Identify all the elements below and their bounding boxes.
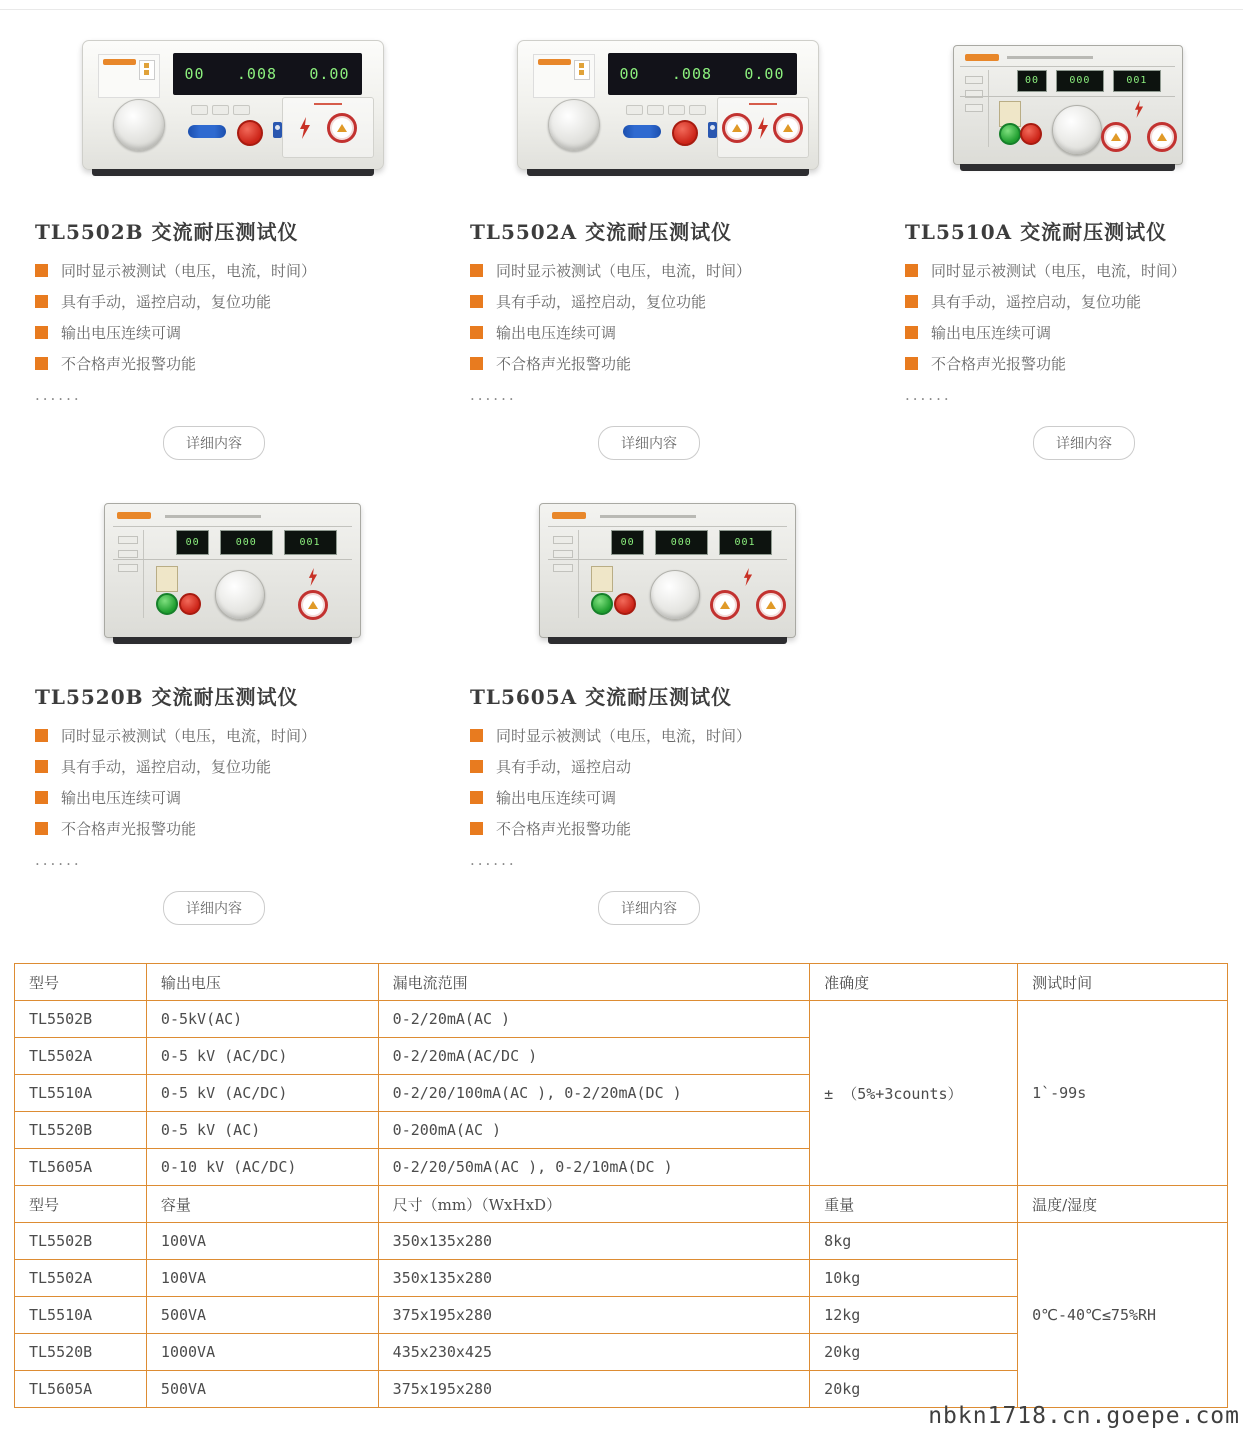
cell-leak-current: 0-2/20mA(AC/DC ) [378, 1038, 810, 1075]
cell-model: TL5502A [15, 1038, 147, 1075]
table-row [15, 1001, 1228, 1038]
cell-model: TL5520B [15, 1334, 147, 1371]
col-header-test-time: 测试时间 [1018, 964, 1228, 1001]
table-header-row [15, 964, 1228, 1001]
feature-item [470, 355, 865, 373]
dip-switch [574, 60, 590, 80]
start-button-graphic [591, 593, 613, 615]
feature-text: 同时显示被测试（电压，电流，时间） [931, 262, 1187, 280]
cell-capacity: 100VA [146, 1223, 378, 1260]
bullet-square-icon [35, 264, 48, 277]
cell-model: TL5520B [15, 1112, 147, 1149]
feature-item [470, 758, 865, 776]
led-window [176, 530, 209, 555]
display-time: 0.00 [309, 64, 350, 83]
table-header-row [15, 1186, 1228, 1223]
instrument-photo [539, 503, 796, 638]
bullet-square-icon [905, 357, 918, 370]
feature-item [905, 293, 1230, 311]
feature-item [470, 789, 865, 807]
hv-terminal-icon [722, 113, 752, 143]
led-window [1017, 70, 1046, 92]
bullet-square-icon [35, 729, 48, 742]
cell-output-voltage: 0-5 kV (AC/DC) [146, 1075, 378, 1112]
hv-terminal-icon [1101, 122, 1131, 152]
display-voltage: 00 [1024, 75, 1040, 87]
col-header-weight: 重量 [810, 1186, 1018, 1223]
ellipsis-text: ...... [905, 386, 952, 404]
cell-leak-current: 0-2/20/100mA(AC ), 0-2/20mA(DC ) [378, 1075, 810, 1112]
bullet-square-icon [470, 791, 483, 804]
cell-model: TL5502A [15, 1260, 147, 1297]
cell-output-voltage: 0-5 kV (AC/DC) [146, 1038, 378, 1075]
feature-item [905, 262, 1230, 280]
feature-item [35, 789, 430, 807]
feature-text: 输出电压连续可调 [61, 324, 182, 342]
feature-item [905, 324, 1230, 342]
feature-text: 同时显示被测试（电压，电流，时间） [496, 727, 752, 745]
feature-item [35, 820, 430, 838]
ellipsis-text: ...... [35, 851, 82, 869]
product-title: TL5502B 交流耐压测试仪 [35, 220, 299, 244]
function-keys [191, 105, 250, 115]
ellipsis-text: ...... [35, 386, 82, 404]
hv-output-zone [713, 565, 782, 624]
feature-text: 具有手动，遥控启动，复位功能 [931, 293, 1142, 311]
side-switch-column [960, 70, 988, 148]
feature-text: 输出电压连续可调 [61, 789, 182, 807]
feature-item [470, 262, 865, 280]
cell-capacity: 500VA [146, 1371, 378, 1408]
feature-item [470, 727, 865, 745]
cell-weight: 10kg [810, 1260, 1018, 1297]
panel-header [548, 509, 788, 527]
feature-list [35, 262, 430, 373]
cell-model: TL5605A [15, 1371, 147, 1408]
col-header-capacity: 容量 [146, 1186, 378, 1223]
cell-capacity: 1000VA [146, 1334, 378, 1371]
detail-button[interactable]: 详细内容 [598, 426, 700, 460]
display-current: .008 [671, 64, 713, 83]
led-window [1113, 70, 1161, 92]
start-button-graphic [623, 125, 661, 138]
toggle-switch [273, 122, 282, 138]
side-switch-column [113, 530, 145, 618]
voltage-knob [1052, 105, 1102, 155]
product-title: TL5520B 交流耐压测试仪 [35, 685, 299, 709]
product-image [470, 30, 865, 180]
cell-dimensions: 375x195x280 [378, 1297, 810, 1334]
voltage-knob [650, 570, 700, 620]
cell-leak-current: 0-200mA(AC ) [378, 1112, 810, 1149]
feature-item [35, 355, 430, 373]
brand-logo [538, 59, 571, 65]
feature-text: 具有手动，遥控启动 [496, 758, 632, 776]
display-voltage: 00 [184, 64, 205, 83]
cell-output-voltage: 0-10 kV (AC/DC) [146, 1149, 378, 1186]
start-button-graphic [188, 125, 226, 138]
feature-text: 同时显示被测试（电压，电流，时间） [496, 262, 752, 280]
brand-label [98, 54, 160, 98]
cell-leak-current: 0-2/20/50mA(AC ), 0-2/10mA(DC ) [378, 1149, 810, 1186]
cell-dimensions: 350x135x280 [378, 1223, 810, 1260]
feature-text: 具有手动，遥控启动，复位功能 [61, 758, 272, 776]
product-image [35, 30, 430, 180]
led-window [220, 530, 273, 555]
stop-button-graphic [179, 593, 201, 615]
instrument-photo [104, 503, 361, 638]
bullet-square-icon [35, 760, 48, 773]
cell-leak-current: 0-2/20mA(AC ) [378, 1001, 810, 1038]
led-window [1056, 70, 1104, 92]
col-header-accuracy: 准确度 [810, 964, 1018, 1001]
lightning-icon [299, 117, 311, 139]
display-current: 000 [670, 536, 692, 548]
led-display [608, 53, 797, 95]
instrument-photo [953, 45, 1183, 165]
display-voltage: 00 [185, 536, 200, 548]
feature-list [470, 727, 865, 838]
instrument-photo [82, 40, 384, 170]
hv-output-zone [278, 565, 347, 624]
cell-dimensions: 435x230x425 [378, 1334, 810, 1371]
product-card-tl5502a [470, 30, 865, 460]
product-image [35, 495, 430, 645]
ellipsis-text: ...... [470, 851, 517, 869]
brand-label [533, 54, 595, 98]
feature-item [470, 293, 865, 311]
col-header-dimensions: 尺寸（mm）（WxHxD） [378, 1186, 810, 1223]
display-voltage: 00 [619, 64, 640, 83]
cell-output-voltage: 0-5 kV (AC) [146, 1112, 378, 1149]
cell-model: TL5502B [15, 1001, 147, 1038]
led-window [284, 530, 337, 555]
bullet-square-icon [35, 357, 48, 370]
led-display [173, 53, 362, 95]
bullet-square-icon [35, 295, 48, 308]
display-time: 001 [299, 536, 321, 548]
lightning-icon [743, 568, 753, 586]
cell-dimensions: 375x195x280 [378, 1371, 810, 1408]
detail-button[interactable]: 详细内容 [1033, 426, 1135, 460]
detail-button[interactable]: 详细内容 [598, 891, 700, 925]
display-time: 001 [1126, 75, 1148, 87]
start-button-graphic [156, 593, 178, 615]
feature-text: 具有手动，遥控启动，复位功能 [496, 293, 707, 311]
stop-button-graphic [1020, 123, 1042, 145]
watermark-text: nbkn1718.cn.goepe.com [928, 1403, 1240, 1429]
detail-button[interactable]: 详细内容 [163, 426, 265, 460]
cell-capacity: 100VA [146, 1260, 378, 1297]
bullet-square-icon [470, 729, 483, 742]
product-image [905, 30, 1230, 180]
display-voltage: 00 [620, 536, 635, 548]
product-card-tl5510a [905, 30, 1230, 460]
lightning-icon [757, 117, 769, 139]
feature-list [35, 727, 430, 838]
col-header-model: 型号 [15, 1186, 147, 1223]
cell-model: TL5510A [15, 1297, 147, 1334]
stop-button-graphic [672, 120, 698, 146]
feature-item [905, 355, 1230, 373]
feature-text: 具有手动，遥控启动，复位功能 [61, 293, 272, 311]
bullet-square-icon [470, 357, 483, 370]
brand-logo [117, 512, 151, 519]
feature-text: 不合格声光报警功能 [931, 355, 1067, 373]
feature-item [35, 262, 430, 280]
cell-dimensions: 350x135x280 [378, 1260, 810, 1297]
cell-output-voltage: 0-5kV(AC) [146, 1001, 378, 1038]
panel-divider [960, 96, 1174, 97]
feature-item [35, 324, 430, 342]
spec-table [14, 963, 1228, 1408]
feature-item [35, 758, 430, 776]
feature-text: 输出电压连续可调 [496, 789, 617, 807]
feature-text: 输出电压连续可调 [496, 324, 617, 342]
hv-output-zone [282, 97, 374, 158]
bullet-square-icon [35, 326, 48, 339]
feature-item [470, 324, 865, 342]
product-title: TL5502A 交流耐压测试仪 [470, 220, 733, 244]
feature-item [35, 293, 430, 311]
bullet-square-icon [470, 822, 483, 835]
col-header-output-voltage: 输出电压 [146, 964, 378, 1001]
feature-list [905, 262, 1230, 373]
hv-terminal-icon [773, 113, 803, 143]
led-window [719, 530, 772, 555]
feature-item [35, 727, 430, 745]
bullet-square-icon [905, 264, 918, 277]
product-card-tl5605a [470, 495, 865, 925]
brand-logo [552, 512, 586, 519]
cell-weight: 12kg [810, 1297, 1018, 1334]
bullet-square-icon [905, 326, 918, 339]
panel-header [113, 509, 353, 527]
panel-divider [548, 559, 788, 560]
bullet-square-icon [905, 295, 918, 308]
cell-capacity: 500VA [146, 1297, 378, 1334]
stop-button-graphic [237, 120, 263, 146]
bullet-square-icon [35, 791, 48, 804]
output-connector [591, 566, 613, 592]
hv-terminal-icon [756, 590, 786, 620]
feature-list [470, 262, 865, 373]
bullet-square-icon [470, 264, 483, 277]
led-window [655, 530, 708, 555]
instrument-photo [517, 40, 819, 170]
stop-button-graphic [614, 593, 636, 615]
hv-terminal-icon [327, 113, 357, 143]
product-title: TL5510A 交流耐压测试仪 [905, 220, 1168, 244]
hv-output-zone [717, 97, 809, 158]
voltage-knob [113, 99, 165, 151]
feature-text: 不合格声光报警功能 [496, 355, 632, 373]
cell-accuracy: ± （5%+3counts） [810, 1001, 1018, 1186]
led-window [611, 530, 644, 555]
cell-weight: 20kg [810, 1334, 1018, 1371]
output-connector [156, 566, 178, 592]
voltage-knob [215, 570, 265, 620]
feature-text: 同时显示被测试（电压，电流，时间） [61, 262, 317, 280]
lightning-icon [308, 568, 318, 586]
cell-model: TL5605A [15, 1149, 147, 1186]
bullet-square-icon [35, 822, 48, 835]
ellipsis-text: ...... [470, 386, 517, 404]
function-keys [626, 105, 706, 115]
bullet-square-icon [470, 295, 483, 308]
detail-button[interactable]: 详细内容 [163, 891, 265, 925]
feature-text: 不合格声光报警功能 [496, 820, 632, 838]
lightning-icon [1134, 100, 1144, 118]
col-header-model: 型号 [15, 964, 147, 1001]
dip-switch [139, 60, 155, 80]
hv-terminal-icon [1147, 122, 1177, 152]
product-image [470, 495, 865, 645]
bullet-square-icon [470, 760, 483, 773]
top-divider [0, 9, 1243, 10]
cell-weight: 20kg [810, 1371, 1018, 1408]
bullet-square-icon [470, 326, 483, 339]
feature-text: 不合格声光报警功能 [61, 820, 197, 838]
cell-model: TL5510A [15, 1075, 147, 1112]
toggle-switch [708, 122, 717, 138]
feature-item [470, 820, 865, 838]
display-current: .008 [236, 64, 278, 83]
brand-logo [103, 59, 136, 65]
panel-header [960, 51, 1174, 67]
side-switch-column [548, 530, 580, 618]
feature-text: 不合格声光报警功能 [61, 355, 197, 373]
hv-terminal-icon [710, 590, 740, 620]
brand-logo [965, 54, 999, 61]
start-button-graphic [999, 123, 1021, 145]
cell-temp-humidity: 0℃-40℃≤75%RH [1018, 1223, 1228, 1408]
hv-terminal-icon [298, 590, 328, 620]
hv-output-zone [1109, 100, 1171, 152]
product-card-tl5502b [35, 30, 430, 460]
display-current: 000 [1069, 75, 1091, 87]
cell-weight: 8kg [810, 1223, 1018, 1260]
product-title: TL5605A 交流耐压测试仪 [470, 685, 733, 709]
voltage-knob [548, 99, 600, 151]
cell-test-time: 1`-99s [1018, 1001, 1228, 1186]
col-header-leak-current-range: 漏电流范围 [378, 964, 810, 1001]
feature-text: 输出电压连续可调 [931, 324, 1052, 342]
display-time: 001 [734, 536, 756, 548]
product-card-tl5520b [35, 495, 430, 925]
feature-text: 同时显示被测试（电压，电流，时间） [61, 727, 317, 745]
display-time: 0.00 [744, 64, 785, 83]
display-current: 000 [235, 536, 257, 548]
panel-divider [113, 559, 353, 560]
cell-model: TL5502B [15, 1223, 147, 1260]
col-header-temp-humidity: 温度/湿度 [1018, 1186, 1228, 1223]
table-row [15, 1223, 1228, 1260]
